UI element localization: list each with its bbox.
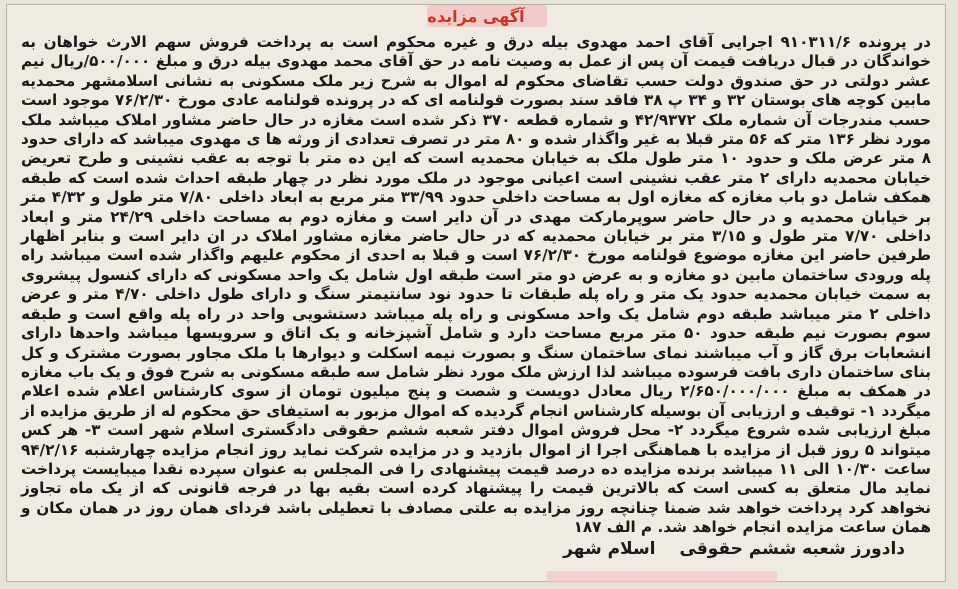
notice-title: آگهی مزایده bbox=[427, 7, 525, 26]
signature-role: دادورز شعبه ششم حقوقی bbox=[679, 539, 905, 559]
next-notice-strip bbox=[547, 571, 777, 583]
signature-line bbox=[563, 539, 905, 559]
signature-city: اسلام شهر bbox=[563, 539, 656, 559]
notice-clipping bbox=[6, 4, 946, 582]
notice-body: در پرونده ۹۱۰۳۱۱/۶ اجرایی آقای احمد مهدوی بیله درق و غیره محکوم است به پرداخت فروش سهم الارث خواهان به خواندگان در قبال دریافت قیمت آن پس از عمل به وصیت نامه در حق آقای محمد مهدوی بیله درق و مبلغ ۵۰۰/۰۰۰/ریال نیم عشر دولتی در حق صندوق دولت حسب تقاضای محکوم له اموال به شرح زیر ملک مسکونی به نشانی اسلامشهر محمدیه مابین کوچه های بوستان ۳۲ و ۳۴ پ ۳۸ فاقد سند بصورت قولنامه ای که در پرونده قولنامه عادی مورخ ۷۶/۲/۳۰ موجود است حسب مندرجات آن شماره ملک ۴۲/۹۳۷۲ و شماره قطعه ۳۷۰ ذکر شده است مغازه در حال حاضر مشاور املاک میباشد ملک مورد نظر ۱۳۶ متر که ۵۶ متر قبلا به غیر واگذار شده و ۸۰ متر در تصرف تعدادی از ورثه ها ی مهدوی میباشد که دارای حدود ۸ متر عرض ملک و حدود ۱۰ متر طول ملک به خیابان محمدیه است که این ده متر با توجه به عقب نشینی و طرح تعریض خیابان محمدیه دارای ۲ متر عقب نشینی است اعیانی موجود در ملک مورد نظر در چهار طبقه احداث شده است که طبقه همکف شامل دو باب مغازه که مغازه اول به مساحت داخلی حدود ۳۳/۹۹ متر مربع به ابعاد داخلی ۷/۸۰ متر طول و ۴/۳۲ متر بر خیابان محمدیه و در حال حاضر سوپرمارکت مهدی در آن دایر است و مغازه دوم به مساحت داخلی ۲۴/۲۹ متر و ابعاد داخلی ۷/۷۰ متر طول و ۳/۱۵ متر بر خیابان محمدیه که در حال حاضر مغازه مشاور املاک در ان دایر است و بنابر اظهار طرفین حاضر این مغازه موضوع قولنامه مورخ ۷۶/۲/۳۰ است و قبلا به احدی از محکوم علیهم واگذار شده است میباشد راه پله ورودی ساختمان مابین دو مغازه و به عرض دو متر است طبقه اول شامل یک واحد مسکونی که دارای کنسول پیشروی به سمت خیابان محمدیه حدود یک متر و راه پله طبقات تا حدود نود سانتیمتر سنگ و دارای طول داخلی ۴/۷۰ متر و عرض داخلی ۲ متر میباشد طبقه دوم شامل یک واحد مسکونی و راه پله میباشد دستشویی واحد در راه پله واقع است و طبقه سوم بصورت نیم طبقه حدود ۵۰ متر مربع مساحت دارد و شامل آشپزخانه و یک اتاق و سرویسها میباشد واحدها دارای انشعابات برق گاز و آب میباشند نمای ساختمان سنگ و بصورت نیمه اسکلت و دیوارها با ملک مجاور بصورت مشترک و کل بنای ساختمان داری بافت فرسوده میباشد لذا ارزش ملک مورد نظر شامل سه طبقه مسکونی به شرح فوق و یک باب مغازه در همکف به مبلغ ۲/۶۵۰/۰۰۰/۰۰۰ ریال معادل دویست و شصت و پنج میلیون تومان از سوی کارشناس اعلام شده اعلام میگردد ۱- توقیف و ارزیابی آن بوسیله کارشناس انجام گردیده که اموال مزبور به استیفای حق محکوم له از طریق مزایده از مبلغ ارزیابی شده شروع میگردد ۲- محل فروش اموال دفتر شعبه ششم حقوقی دادگستری اسلام شهر است ۳- هر کس میتواند ۵ روز قبل از مزایده با هماهنگی اجرا از اموال بازدید و در مزایده شرکت نماید روز انجام مزایده چهارشنبه ۹۴/۲/۱۶ ساعت ۱۰/۳۰ الی ۱۱ میباشد برنده مزایده ده درصد قیمت پیشنهادی را فی المجلس به عنوان سپرده نقدا میبایست پرداخت نماید مال متعلق به کسی است که بالاترین قیمت را پیشنهاد کرده است بقیه بها در فرجه قانونی که از یک ماه تجاوز نخواهد کرد پرداخت خواهد شد ضمنا چنانچه روز مزایده به علتی مصادف با تعطیلی باشد فردای همان روز در همان مکان و همان ساعت مزایده انجام خواهد شد. م الف ۱۸۷ bbox=[21, 33, 932, 537]
